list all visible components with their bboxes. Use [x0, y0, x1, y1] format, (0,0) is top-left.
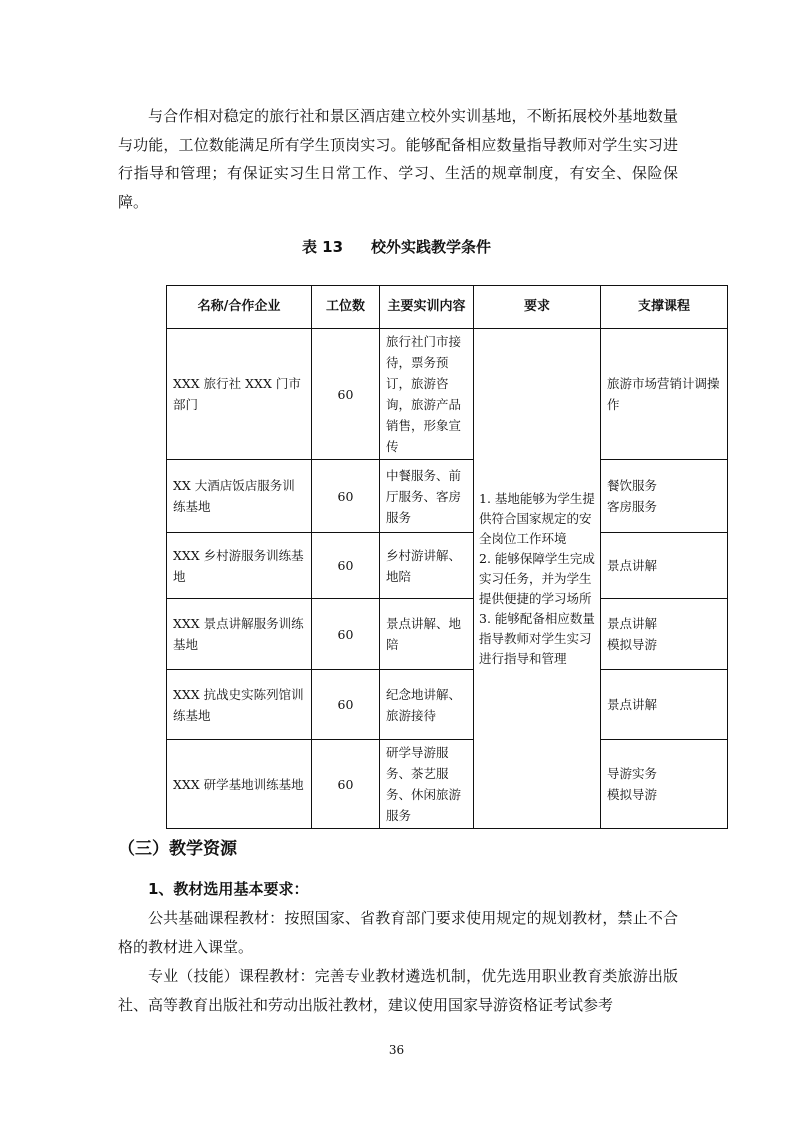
header-requirements: 要求 [474, 286, 601, 329]
table-row [167, 740, 728, 829]
cell-requirements [474, 329, 601, 829]
cell-name: XXX 抗战史实陈列馆训练基地 [167, 670, 312, 740]
intro-paragraph: 与合作相对稳定的旅行社和景区酒店建立校外实训基地，不断拓展校外基地数量与功能，工位数能满足所有学生顶岗实习。能够配备相应数量指导教师对学生实习进行指导和管理；有保证实习生日常工作、学习、生活的规章制度，有安全、保险保障。 [118, 107, 678, 211]
cell-name: XXX 景点讲解服务训练基地 [167, 599, 312, 670]
table-header-row [167, 286, 728, 329]
table-row [167, 533, 728, 599]
paragraph-public-textbooks: 公共基础课程教材：按照国家、省教育部门要求使用规定的规划教材，禁止不合格的教材进入课堂。 [118, 909, 678, 956]
cell-slots: 60 [312, 533, 380, 599]
cell-slots: 60 [312, 460, 380, 533]
cell-slots: 60 [312, 670, 380, 740]
cell-content: 乡村游讲解、地陪 [380, 533, 474, 599]
cell-name: XX 大酒店饭店服务训练基地 [167, 460, 312, 533]
table-row [167, 460, 728, 533]
header-content: 主要实训内容 [380, 286, 474, 329]
cell-slots: 60 [312, 740, 380, 829]
table-caption-title: 校外实践教学条件 [371, 238, 492, 256]
cell-content: 纪念地讲解、旅游接待 [380, 670, 474, 740]
paragraph-professional-textbooks: 专业（技能）课程教材：完善专业教材遴选机制，优先选用职业教育类旅游出版社、高等教育出版社和劳动出版社教材，建议使用国家导游资格证考试参考 [118, 967, 678, 1014]
header-slots: 工位数 [312, 286, 380, 329]
cell-content: 景点讲解、地陪 [380, 599, 474, 670]
cell-course: 景点讲解 模拟导游 [601, 599, 728, 670]
cell-slots: 60 [312, 599, 380, 670]
cell-content: 中餐服务、前厅服务、客房服务 [380, 460, 474, 533]
table-row [167, 329, 728, 460]
cell-content: 旅行社门市接待，票务预订，旅游咨询，旅游产品销售，形象宣传 [380, 329, 474, 460]
requirement-item: 2. 能够保障学生完成实习任务，并为学生提供便捷的学习场所 [479, 550, 595, 606]
table-row [167, 670, 728, 740]
section-heading: （三）教学资源 [118, 839, 237, 859]
table-caption-number: 表 13 [301, 238, 344, 256]
cell-name: XXX 旅行社 XXX 门市部门 [167, 329, 312, 460]
cell-name: XXX 研学基地训练基地 [167, 740, 312, 829]
header-course: 支撑课程 [601, 286, 728, 329]
practice-conditions-table [166, 285, 728, 829]
table-row [167, 599, 728, 670]
cell-course: 旅游市场营销计调操作 [601, 329, 728, 460]
subsection-heading: 1、教材选用基本要求： [148, 880, 309, 898]
table-caption [0, 236, 793, 257]
cell-course: 餐饮服务 客房服务 [601, 460, 728, 533]
page-number: 36 [388, 1043, 405, 1057]
header-name: 名称/合作企业 [167, 286, 312, 329]
cell-content: 研学导游服务、茶艺服务、休闲旅游服务 [380, 740, 474, 829]
cell-course: 景点讲解 [601, 533, 728, 599]
cell-course: 景点讲解 [601, 670, 728, 740]
cell-course: 导游实务 模拟导游 [601, 740, 728, 829]
requirement-item: 3. 能够配备相应数量指导教师对学生实习进行指导和管理 [479, 610, 595, 666]
cell-name: XXX 乡村游服务训练基地 [167, 533, 312, 599]
requirement-item: 1. 基地能够为学生提供符合国家规定的安全岗位工作环境 [479, 490, 595, 546]
cell-slots: 60 [312, 329, 380, 460]
